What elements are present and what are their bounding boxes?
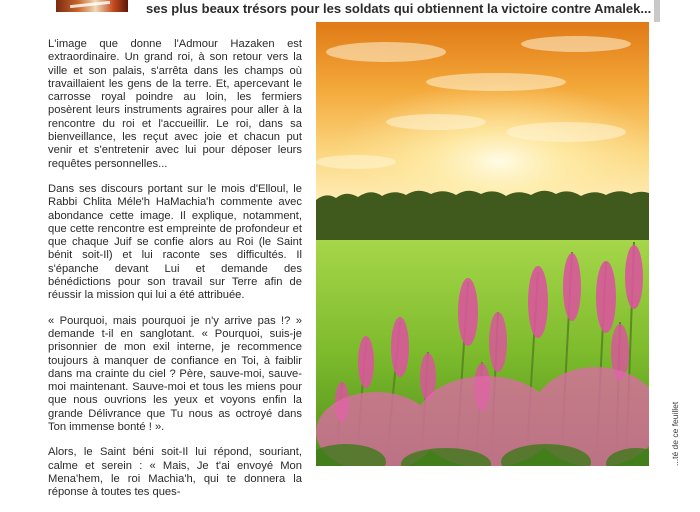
meadow-sunset-photo (316, 22, 649, 466)
paragraph-3: « Pourquoi, mais pourquoi je n'y arrive pas !? » demande t-il en sanglotant. « Pourquoi, suis-je prisonnier de mon exil interne, je recommence toujours à manquer de confiance en Toi, à faiblir dans ma crainte du ciel ? Père, sauve-moi, sauve-moi maintenant. Sauve-moi et tous les miens pour que nous ouvrions les yeux et voyons enfin la grande Délivrance que Tu nous as octroyé dans Ton immense bonté ! ». (48, 314, 302, 434)
header-thumbnail-image (56, 0, 128, 12)
paragraph-2: Dans ses discours portant sur le mois d'Elloul, le Rabbi Chlita Méle'h HaMachia'h commente avec abondance cette image. Il explique, notamment, que cette rencontre est empreinte de profondeur et que chaque Juif se confie alors au Roi (le Saint bénit soit-Il) et lui raconte ses difficultés. Il s'épanche devant Lui et demande des bénédictions pour son travail sur Terre afin de réussir la mission qui lui a été attribuée. (48, 182, 302, 302)
tree-line (316, 191, 649, 244)
photo-credit: ...té de ce feuillet (670, 401, 680, 466)
header-subtitle: ses plus beaux trésors pour les soldats qui obtiennent la victoire contre Amalek... (146, 1, 652, 16)
paragraph-1: L'image que donne l'Admour Hazaken est extraordinaire. Un grand roi, à son retour vers la ville et son palais, s'arrêta dans les champs où travaillaient les gens de la terre. Et, apercevant le carrosse royal poindre au loin, les fermiers posèrent leurs instruments agraires pour aller à la rencontre du roi et l'accueillir. Le roi, dans sa bienveillance, les reçut avec joie et chacun put venir et s'entretenir avec lui pour déposer leurs requêtes personnelles... (48, 38, 302, 170)
paragraph-4: Alors, le Saint béni soit-Il lui répond, souriant, calme et serein : « Mais, Je t'ai envoyé Mon Mena'hem, le roi Machia'h, qui te donnera la réponse à toutes tes ques- (48, 446, 302, 499)
article-text-column (48, 38, 302, 512)
photo-illustration (316, 22, 649, 466)
